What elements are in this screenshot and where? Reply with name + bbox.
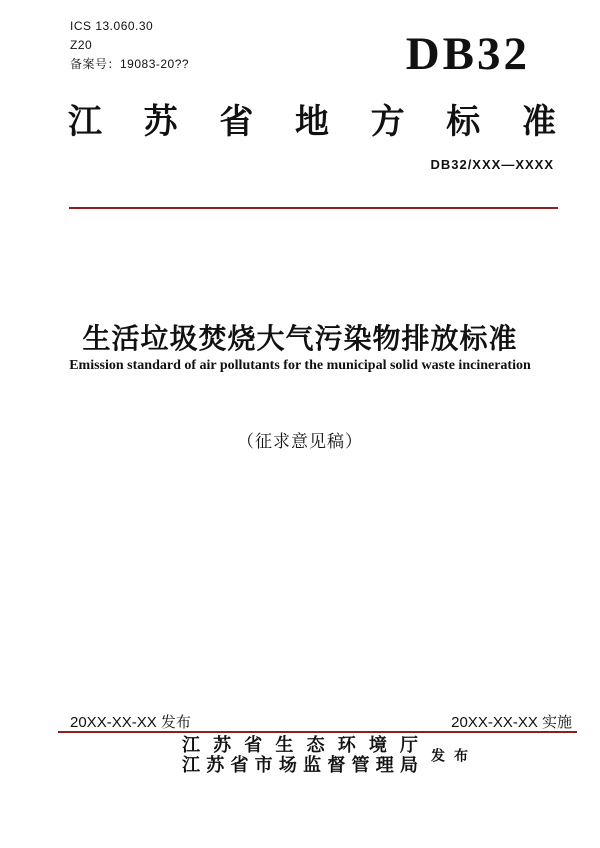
standard-title: 江 苏 省 地 方 标 准 <box>68 103 556 141</box>
ics-code: ICS 13.060.30 <box>70 19 154 33</box>
header-divider-rule <box>69 207 558 209</box>
publisher-2: 江 苏 省 市 场 监 督 管 理 局 <box>182 755 418 775</box>
publisher-block <box>0 736 600 775</box>
record-number: 备案号：19083-20?? <box>70 57 190 71</box>
publish-label: 发 布 <box>431 747 468 763</box>
implementation-date: 20XX-XX-XX 实施 <box>451 714 572 731</box>
document-title-zh: 生活垃圾焚烧大气污染物排放标准 <box>82 323 518 354</box>
db32-logo: DB32 <box>405 28 530 80</box>
document-title-en: Emission standard of air pollutants for the municipal solid waste incineration <box>69 358 531 373</box>
footer-divider-rule <box>58 731 577 733</box>
publisher-lines <box>182 735 468 775</box>
dates-row <box>70 711 572 732</box>
standard-number: DB32/XXX—XXXX <box>430 157 554 172</box>
class-code: Z20 <box>70 38 93 52</box>
draft-note: （征求意见稿） <box>237 432 363 451</box>
publisher-1: 江 苏 省 生 态 环 境 厅 <box>182 735 418 755</box>
issue-date: 20XX-XX-XX 发布 <box>70 714 191 731</box>
header-meta-block <box>70 17 189 74</box>
